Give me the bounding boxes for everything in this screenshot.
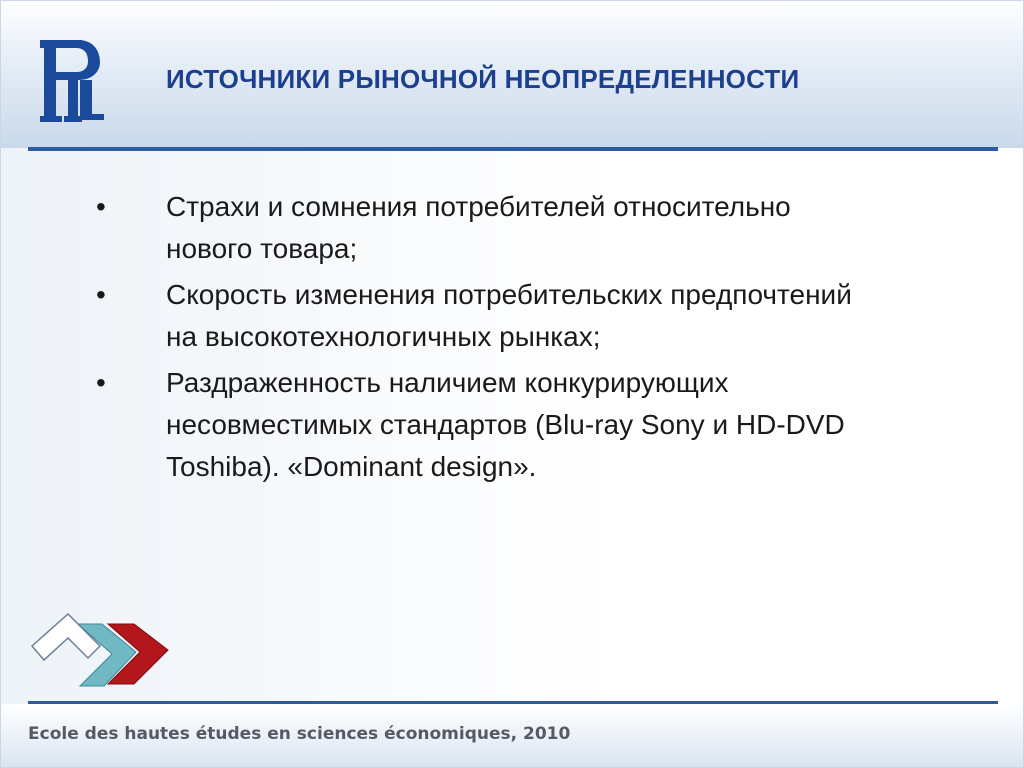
bullet-symbol: • bbox=[96, 367, 106, 398]
bullet-line: несовместимых стандартов (Blu-ray Sony и HD-DVD bbox=[166, 409, 845, 440]
bullet-line: нового товара; bbox=[166, 233, 358, 264]
bullet-line: на высокотехнологичных рынках; bbox=[166, 321, 601, 352]
bullet-line: Раздраженность наличием конкурирующих bbox=[166, 367, 729, 398]
bullet-symbol: • bbox=[96, 191, 106, 222]
footer-caption: Ecole des hautes études en sciences économiques, 2010 bbox=[28, 724, 571, 744]
slide-title: ИСТОЧНИКИ РЫНОЧНОЙ НЕОПРЕДЕЛЕННОСТИ bbox=[166, 64, 800, 94]
bullet-line: Toshiba). «Dominant design». bbox=[166, 451, 537, 482]
bullet-symbol: • bbox=[96, 279, 106, 310]
bullet-line: Страхи и сомнения потребителей относительно bbox=[166, 191, 791, 222]
bullet-line: Скорость изменения потребительских предпочтений bbox=[166, 279, 852, 310]
